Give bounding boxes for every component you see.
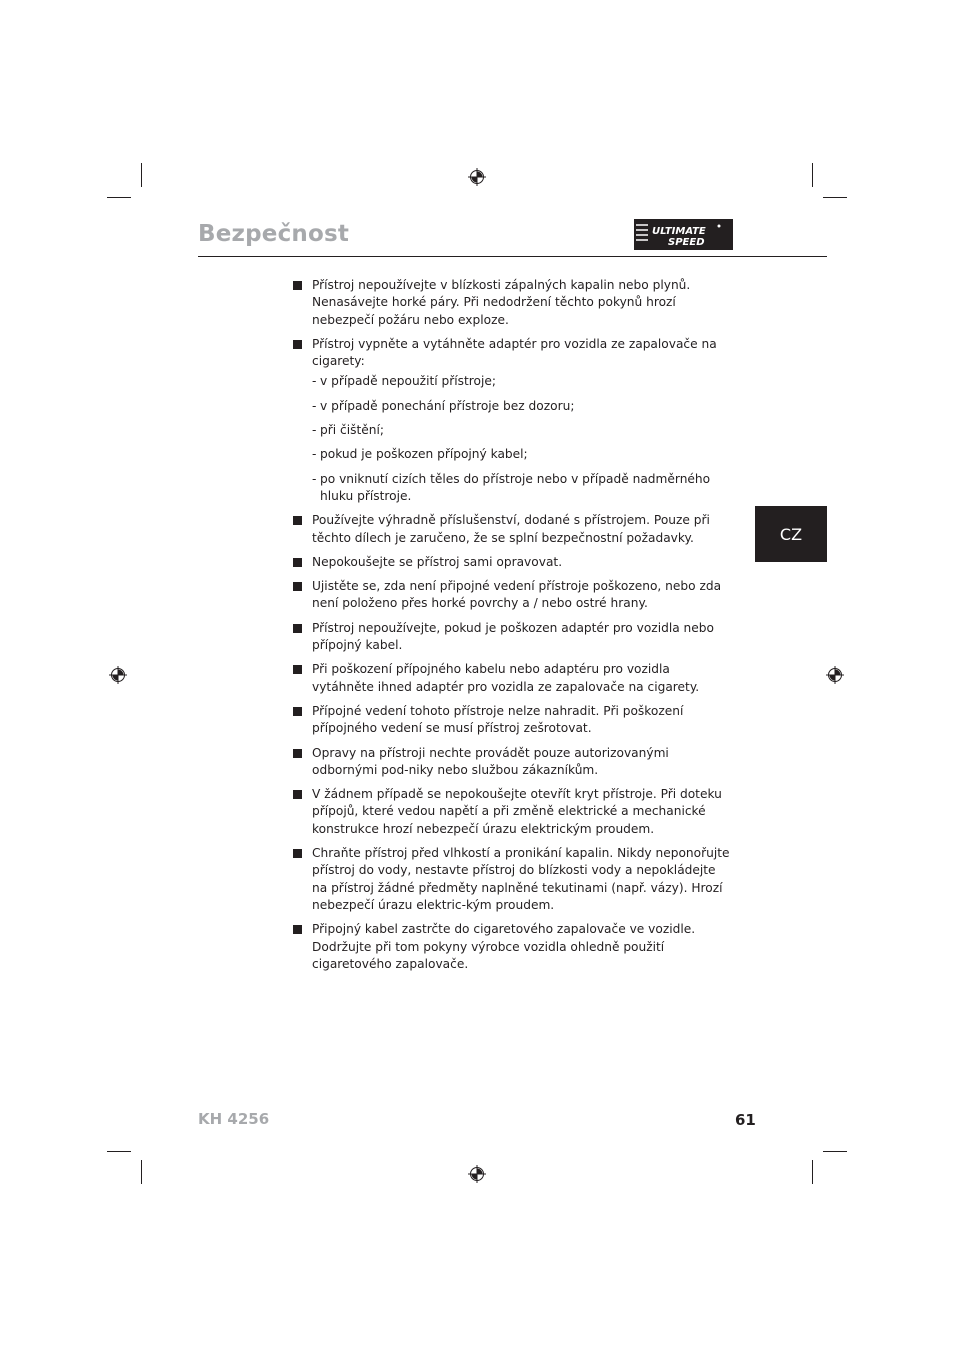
sub-list-item: - pokud je poškozen přípojný kabel;: [312, 447, 528, 462]
header-rule: [198, 256, 827, 257]
square-bullet-icon: [293, 558, 302, 567]
page-number: 61: [735, 1111, 756, 1129]
list-item: V žádnem případě se nepokoušejte otevřít kryt přístroje. Při doteku přípojů, které vedou napětí a při změně elektrické a mechanické konstrukce hrozí nebezpečí úrazu elektrickým proudem.: [293, 786, 733, 838]
list-item: Používejte výhradně příslušenství, dodané s přístrojem. Pouze při těchto dílech je zaručeno, že se splní bezpečnostní požadavky.: [293, 512, 733, 547]
square-bullet-icon: [293, 281, 302, 290]
crop-mark: [812, 163, 813, 187]
sub-list: [312, 373, 733, 505]
square-bullet-icon: [293, 516, 302, 525]
crop-mark: [141, 163, 142, 187]
square-bullet-icon: [293, 707, 302, 716]
list-item: Při poškození přípojného kabelu nebo adaptéru pro vozidla vytáhněte ihned adaptér pro vozidla ze zapalovače na cigarety.: [293, 661, 733, 696]
list-item: Ujistěte se, zda není připojné vedení přístroje poškozeno, nebo zda není položeno přes horké povrchy a / nebo ostré hrany.: [293, 578, 733, 613]
crop-mark: [107, 1151, 131, 1152]
square-bullet-icon: [293, 790, 302, 799]
sub-list-item: - při čištění;: [312, 423, 384, 438]
square-bullet-icon: [293, 624, 302, 633]
crop-mark: [823, 1151, 847, 1152]
list-item: Přípojné vedení tohoto přístroje nelze nahradit. Při poškození přípojného vedení se musí přístroj zešrotovat.: [293, 703, 733, 738]
list-item: Přístroj nepoužívejte, pokud je poškozen adaptér pro vozidla nebo přípojný kabel.: [293, 620, 733, 655]
ultimate-speed-logo: [634, 219, 733, 250]
crop-mark: [107, 197, 131, 198]
registration-mark-icon: [109, 666, 127, 684]
list-item: Opravy na přístroji nechte provádět pouze autorizovanými odbornými pod-niky nebo službou zákazníkům.: [293, 745, 733, 780]
page-title: Bezpečnost: [198, 221, 350, 247]
crop-mark: [141, 1160, 142, 1184]
svg-text:ULTIMATE: ULTIMATE: [652, 226, 706, 237]
list-item: Přístroj vypněte a vytáhněte adaptér pro vozidla ze zapalovače na cigarety: - v případě nepoužití přístroje; - v případě ponechání přístroje bez dozoru; - při čištění; - pokud je poškozen přípojný kabel; - po vniknutí cizích těles do přístroje nebo v případě nadměrného hluku přístroje.: [293, 336, 733, 505]
language-tab: CZ: [755, 506, 827, 562]
registration-mark-icon: [468, 168, 486, 186]
square-bullet-icon: [293, 849, 302, 858]
model-number: KH 4256: [198, 1110, 270, 1128]
square-bullet-icon: [293, 925, 302, 934]
list-item: Přístroj nepoužívejte v blízkosti zápalných kapalin nebo plynů. Nenasávejte horké páry. Při nedodržení těchto pokynů hrozí nebezpečí požáru nebo exploze.: [293, 277, 733, 329]
crop-mark: [823, 197, 847, 198]
sub-list-item: - po vniknutí cizích těles do přístroje nebo v případě nadměrného hluku přístroje.: [312, 471, 711, 503]
registration-mark-icon: [468, 1165, 486, 1183]
square-bullet-icon: [293, 340, 302, 349]
registration-mark-icon: [826, 666, 844, 684]
sub-list-item: - v případě ponechání přístroje bez dozoru;: [312, 398, 575, 413]
square-bullet-icon: [293, 749, 302, 758]
square-bullet-icon: [293, 665, 302, 674]
list-item: Chraňte přístroj před vlhkostí a pronikání kapalin. Nikdy neponořujte přístroj do vody, nestavte přístroj do blízkosti vody a nepokládejte na přístroj žádné předměty naplněné tekutinami (např. vázy). Hrozí nebezpečí úrazu elektric-kým proudem.: [293, 845, 733, 914]
crop-mark: [812, 1160, 813, 1184]
list-item: Připojný kabel zastrčte do cigaretového zapalovače ve vozidle. Dodržujte při tom pokyny výrobce vozidla ohledně použití cigaretového zapalovače.: [293, 921, 733, 973]
sub-list-item: - v případě nepoužití přístroje;: [312, 374, 496, 389]
square-bullet-icon: [293, 582, 302, 591]
svg-text:SPEED: SPEED: [668, 237, 705, 248]
safety-list: [293, 277, 733, 980]
list-item: Nepokoušejte se přístroj sami opravovat.: [293, 554, 733, 571]
